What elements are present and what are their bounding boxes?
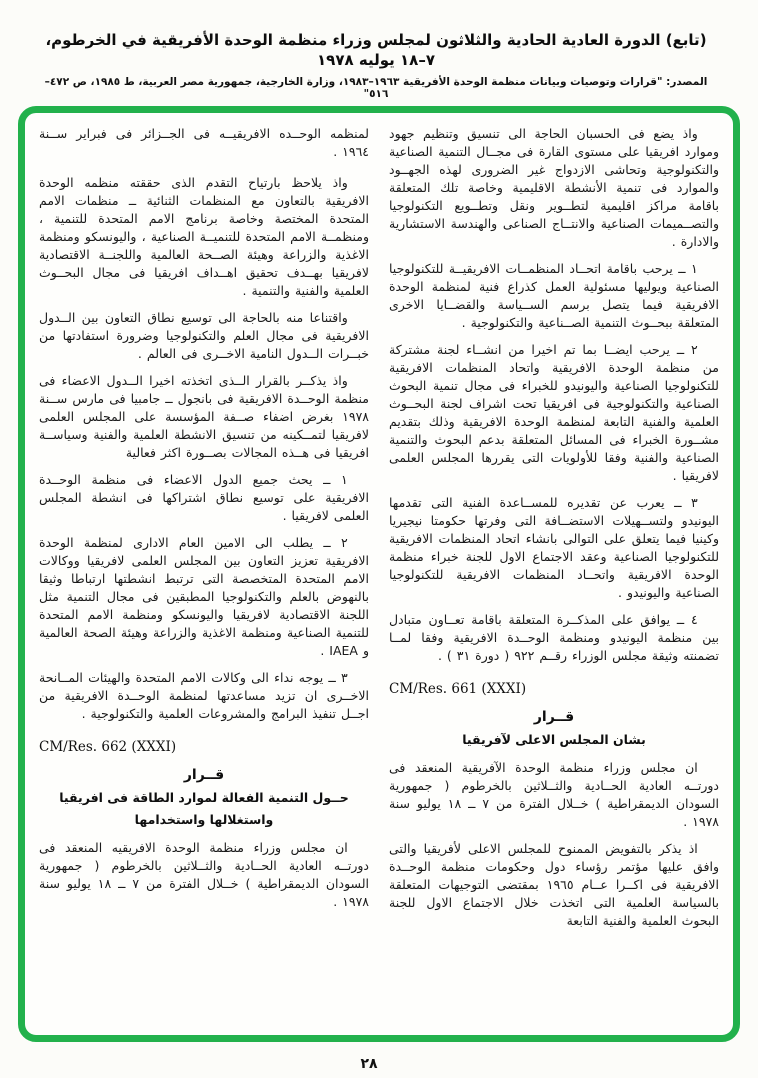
two-column-layout: [39, 125, 719, 1027]
paragraph-council-session: ان مجلس وزراء منظمة الوحدة الافريقيه المنعقد فى دورتــه العادية الحــادية والثــلاثين بالخرطوم ( جمهورية السودان الديمقراطية ) خــلال الفترة من ٧ ــ ١٨ يوليو سنة ١٩٧٨ .: [39, 840, 369, 909]
session-title: (تابع) الدورة العادية الحادية والثلاثون لمجلس وزراء منظمة الوحدة الأفريقية في الخرطوم، ٧–١٨ يوليه ١٩٧٨: [45, 31, 707, 70]
paragraph-council-session: ان مجلس وزراء منظمة الوحدة الآفريقية المنعقد فى دورتــه العادية الحــادية والثــلاثين بالخرطوم ( جمهورية السودان الديمقراطية ) خــلال الفترة من ٧ ــ ١٨ يوليو سنة ١٩٧٨ .: [389, 760, 719, 829]
resolution-reference-662: CM/Res. 662 (XXXI): [39, 739, 177, 755]
paragraph-continuation: لمنظمه الوحــده الافريقيــه فى الجــزائر فى فبراير ســنة ١٩٦٤ .: [39, 126, 369, 159]
resolution-item-1: ١ ــ يحث جميع الدول الاعضاء فى منظمة الوحــدة الافريقية على توسيع نطاق اشتراكها فى انشطة المجلس العلمى لافريقيا .: [39, 472, 369, 523]
column-left: [39, 125, 369, 1027]
page-number: ٢٨: [360, 1056, 378, 1072]
paragraph-recalling-mandate: اذ يذكر بالتفويض الممنوح للمجلس الاعلى لأفريقيا والتى وافق عليها مؤتمر رؤساء دول وحكومات منظمة الوحــدة الافريقية فى اكــرا عــام ١٩٦٥ بمقتضى التوجيهات المتعلقة بالسياسة العلمية التى اتخذت خلال الاجتماع الاول للجنة البحوث العلمية والفنية التابعة: [389, 841, 719, 928]
resolution-item-1: ١ ــ يرحب باقامة اتحــاد المنظمــات الافريقيــة للتكنولوجيا الصناعية ويوليها مسئولية العمل كذراع فنية لمنظمة الوحدة الافريقية فيما يتصل برسم الســياسة والقضــايا الاخرى المتعلقة ببحــوث التنمية الصــناعية والتكنولوجية .: [389, 261, 719, 330]
resolution-title: قــرار: [533, 709, 575, 725]
resolution-item-3: ٣ ــ يعرب عن تقديره للمســاعدة الفنية التى تقدمها اليونيدو ولتســهيلات الاستضــافة التى وفرتها حكومتا نيجيريا وكينيا فيما يتعلق على التوالى بانشاء اتحاد المنظمات الافريقية للتكنولوجيا الصناعية وعقد الاجتماع الاول للجنة خبراء منظمة الوحدة الافريقية واتحــاد المنظمات الافريقية للتكنولوجيا الصناعية واليونيدو .: [389, 495, 719, 600]
resolution-reference-661: CM/Res. 661 (XXXI): [389, 681, 527, 697]
resolution-item-4: ٤ ــ يوافق على المذكــرة المتعلقة باقامة تعــاون متبادل بين منظمة اليونيدو ومنظمة الوحــدة الافريقية وفقا لمــا تضمنته وثيقة مجلس الوزراء رقــم ٩٢٢ ( دورة ٣١ ) .: [389, 612, 719, 663]
column-right: [389, 125, 719, 1027]
resolution-item-3: ٣ ــ يوجه نداء الى وكالات الامم المتحدة والهيئات المــانحة الاخــرى ان تزيد مساعدتها لمنظمة الوحــدة الافريقية من اجــل تنفيذ البرامج والمشروعات العلمية والتكنولوجية .: [39, 670, 369, 721]
paragraph-considering: واذ يضع فى الحسبان الحاجة الى تنسيق وتنظيم جهود وموارد افريقيا على مستوى القارة فى مجــال التنمية الصناعية والتكنولوجية وتحاشى الازدواج غير الضرورى لهذه الجهــود والموارد فى تنمية الأنشطة الاقليمية وخاصة تلك المتعلقة باقامة مراكز اقليمية لتطــوير ونقل وتطــويع التكنولوجيا والتصــميمات الصناعية والانتــاج الصناعى والهندسة الاستشارية والادارة .: [389, 126, 719, 249]
resolution-item-2: ٢ ــ يطلب الى الامين العام الادارى لمنظمة الوحدة الافريقية تعزيز التعاون بين المجلس العلمى لافريقيا ووكالات الامم المتحدة المتخصصة التى ترتبط انشطتها ارتباطا وثيقا بالنهوض بالعلم والتكنولوجيا المطبقين فى مجال التنمية مثل اللجنة الاقتصادية لافريقيا واليونسكو ومنظمة الامم المتحدة للتنمية الصناعية ومنظمة الاغذية والزراعة وهيئة الصحة العالمية و IAEA .: [39, 535, 369, 658]
resolution-subtitle-line1: حــول التنمية الفعالة لموارد الطاقة فى افريقيا: [59, 790, 349, 805]
paragraph-noting-progress: واذ يلاحظ بارتياح التقدم الذى حققته منظمه الوحدة الافريقية بالتعاون مع المنظمات الثنائية ــ منظمات الامم المتحدة المختصة وخاصة برنامج الامم المتحدة للتنمية ، ومنظمــة الامم المتحدة للتنميــة الصناعية ، واليونسكو ومنظمة الاغذية والزراعة وهيئة الصــحة العالمية واللجنــة الاقتصادية لافريقيا بهــدف تحقيق اهــداف افريقيا فى مجال البحــوث العلمية والفنية والتنمية .: [39, 175, 369, 298]
resolution-item-2: ٢ ــ يرحب ايضــا بما تم اخيرا من انشــاء لجنة مشتركة من منظمة الوحدة الافريقية واتحاد المنظمات الافريقية للتكنولوجيا الصناعية واليونيدو للخبراء فى مجال تنمية البحوث الصناعية والتكنولوجية فى افريقيا تحت اشراف لجنة البحــوث العلمية والفنية التابعة لمنظمة الوحدة الافريقية وذلك بتقديم مشــورة الخبراء فى المسائل المتعلقة بدعم البحوث والتنمية الصناعية والفنية وفقا للأولويات التى يقررها المجلس العلمى لافريقيا .: [389, 342, 719, 483]
page-header: [36, 30, 716, 100]
source-citation: المصدر: "قرارات وتوصيات وبيانات منظمة الوحدة الأفريقية ١٩٦٣–١٩٨٣، وزارة الخارجية، جمهورية مصر العربية، ط ١٩٨٥، ص ٤٧٢–٥١٦": [44, 75, 708, 100]
paragraph-recalling-decision: واذ يذكــر بالقرار الــذى اتخذته اخيرا الــدول الاعضاء فى منظمة الوحــدة الافريقية فى بانجول ــ جامبيا فى مارس ســنة ١٩٧٨ بغرض اضفاء صــفة المؤسسة على المجلس العلمى لافريقيا لتمــكينه من تنسيق الانشطة العلمية والفنية وسياســة افريقيا فى هــذه المجالات بصــورة اكثر فعالية: [39, 373, 369, 460]
resolution-subtitle-line2: واستغلالها واستخدامها: [134, 812, 274, 827]
paragraph-convinced: واقتناعا منه بالحاجة الى توسيع نطاق التعاون بين الــدول الافريقية فى مجال العلم والتكنولوجيا وضرورة استفادتها من خبــرات الــدول النامية الاخــرى فى العالم .: [39, 310, 369, 361]
resolution-title: قــرار: [183, 767, 225, 783]
document-green-frame: [18, 106, 740, 1042]
resolution-subtitle: بشان المجلس الاعلى لآفريقيا: [462, 732, 646, 747]
